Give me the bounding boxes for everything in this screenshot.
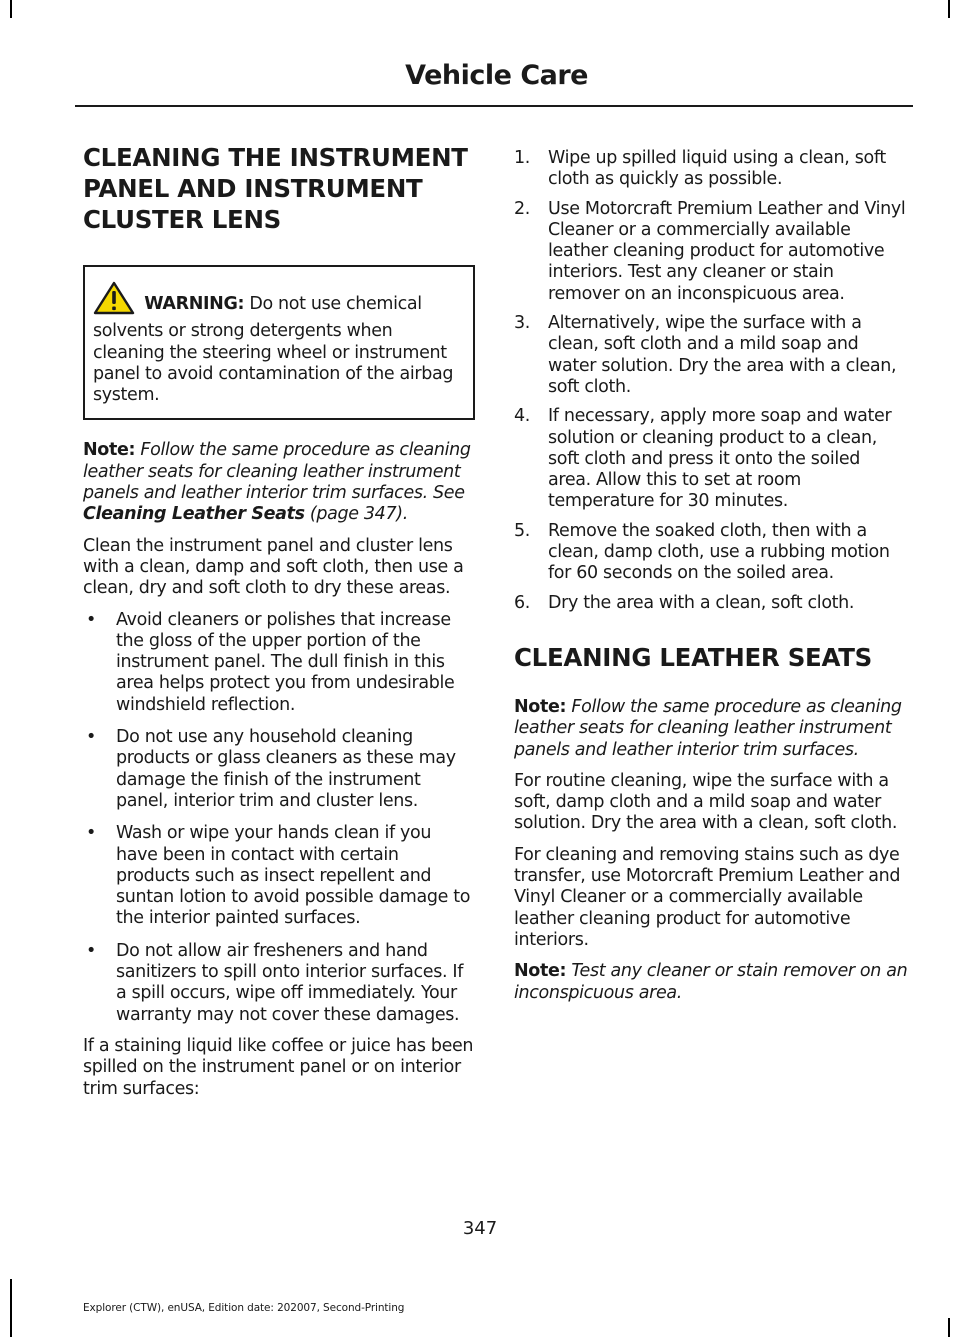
- warning-body: Do not use chemical solvents or strong detergents when cleaning the steering wheel or instrument panel to avoid contamination of the airbag system.: [93, 294, 454, 406]
- step-text: Remove the soaked cloth, then with a clean, damp cloth, use a rubbing motion for 60 seconds on the soiled area.: [548, 520, 890, 584]
- crop-mark-bottom-left: [10, 1279, 12, 1337]
- step-item: [514, 148, 908, 191]
- list-item-text: Avoid cleaners or polishes that increase the gloss of the upper portion of the instrument panel. The dull finish in this area helps protect you from undesirable windshield reflection.: [116, 609, 455, 715]
- note-label: Note:: [514, 696, 567, 717]
- note-paragraph: [514, 697, 908, 761]
- step-item: [514, 521, 908, 585]
- routine-cleaning-paragraph: For routine cleaning, wipe the surface with a soft, damp cloth and a mild soap and water solution. Dry the area with a clean, soft cloth.: [514, 770, 898, 834]
- right-column: [514, 148, 908, 1004]
- step-number: 3.: [514, 313, 530, 334]
- bullet-symbol: •: [86, 727, 96, 748]
- left-column: [83, 142, 475, 1100]
- section-heading-instrument-panel: [83, 142, 475, 235]
- step-item: [514, 199, 908, 305]
- note-text: Follow the same procedure as cleaning leather seats for cleaning leather instrument panels and leather interior trim surfaces.: [514, 696, 902, 760]
- page-reference: (page 347).: [309, 504, 408, 525]
- step-item: [514, 313, 908, 398]
- note-paragraph: [514, 961, 908, 1004]
- list-item: [83, 610, 475, 716]
- footer-edition-info: Explorer (CTW), enUSA, Edition date: 202007, Second-Printing: [83, 1302, 405, 1314]
- stain-removal-paragraph: For cleaning and removing stains such as dye transfer, use Motorcraft Premium Leather and Vinyl Cleaner or a commercially available leather cleaning product for automotive interiors.: [514, 844, 901, 950]
- crop-mark-bottom-right: [948, 1318, 950, 1337]
- list-item: [83, 941, 475, 1026]
- warning-box: [83, 265, 475, 420]
- list-item-text: Do not allow air fresheners and hand sanitizers to spill onto interior surfaces. If a spill occurs, wipe off immediately. Your warranty may not cover these damages.: [116, 940, 464, 1025]
- intro-paragraph: Clean the instrument panel and cluster lens with a clean, damp and soft cloth, then use a clean, dry and soft cloth to dry these areas.: [83, 535, 464, 599]
- bullet-symbol: •: [86, 940, 96, 961]
- section-heading-leather-seats: CLEANING LEATHER SEATS: [514, 642, 873, 672]
- step-text: Dry the area with a clean, soft cloth.: [548, 592, 855, 613]
- step-number: 2.: [514, 198, 530, 219]
- warning-label: WARNING:: [144, 294, 245, 314]
- note-text: Test any cleaner or stain remover on an inconspicuous area.: [514, 961, 908, 1003]
- step-number: 4.: [514, 406, 530, 427]
- heading-line: CLEANING THE INSTRUMENT: [83, 143, 468, 172]
- note-label: Note:: [514, 961, 567, 982]
- crop-mark-top-right: [948, 0, 950, 18]
- list-item-text: Wash or wipe your hands clean if you have been in contact with certain products such as insect repellent and suntan lotion to avoid possible damage to the interior painted surfaces.: [116, 823, 471, 929]
- step-number: 1.: [514, 148, 530, 168]
- bullet-symbol: •: [86, 609, 96, 630]
- step-number: 6.: [514, 592, 530, 613]
- bullet-list: [83, 610, 475, 1026]
- note-text: Follow the same procedure as cleaning leather seats for cleaning leather instrument panels and leather interior trim surfaces. See: [83, 440, 471, 504]
- heading-line: PANEL AND INSTRUMENT: [83, 174, 423, 203]
- step-item: [514, 593, 908, 614]
- cross-reference-link[interactable]: Cleaning Leather Seats: [83, 504, 305, 525]
- list-item: [83, 823, 475, 929]
- list-item: [83, 727, 475, 812]
- warning-text: [93, 281, 465, 406]
- crop-mark-top-left: [10, 0, 12, 18]
- page-number: 347: [462, 1218, 498, 1239]
- page-header-title: Vehicle Care: [405, 60, 588, 91]
- note-label: Note:: [83, 440, 136, 461]
- step-text: Wipe up spilled liquid using a clean, soft cloth as quickly as possible.: [548, 148, 886, 190]
- bullet-symbol: •: [86, 823, 96, 844]
- step-text: Use Motorcraft Premium Leather and Vinyl Cleaner or a commercially available leather cleaning product for automotive interiors. Test any cleaner or stain remover on an inconspicuous area.: [548, 198, 906, 304]
- step-item: [514, 406, 908, 512]
- closing-paragraph: If a staining liquid like coffee or juice has been spilled on the instrument panel or on interior trim surfaces:: [83, 1035, 474, 1099]
- header-divider: [75, 105, 913, 107]
- step-number: 5.: [514, 520, 530, 541]
- numbered-steps: [514, 148, 908, 614]
- warning-triangle-icon: [93, 281, 135, 321]
- step-text: Alternatively, wipe the surface with a clean, soft cloth and a mild soap and water solution. Dry the area with a clean, soft cloth.: [548, 313, 897, 397]
- heading-line: CLUSTER LENS: [83, 205, 281, 234]
- note-paragraph: [83, 440, 475, 525]
- step-text: If necessary, apply more soap and water solution or cleaning product to a clean, soft cloth and press it onto the soiled area. Allow this to set at room temperature for 30 minutes.: [548, 406, 892, 512]
- list-item-text: Do not use any household cleaning products or glass cleaners as these may damage the finish of the instrument panel, interior trim and cluster lens.: [116, 727, 456, 811]
